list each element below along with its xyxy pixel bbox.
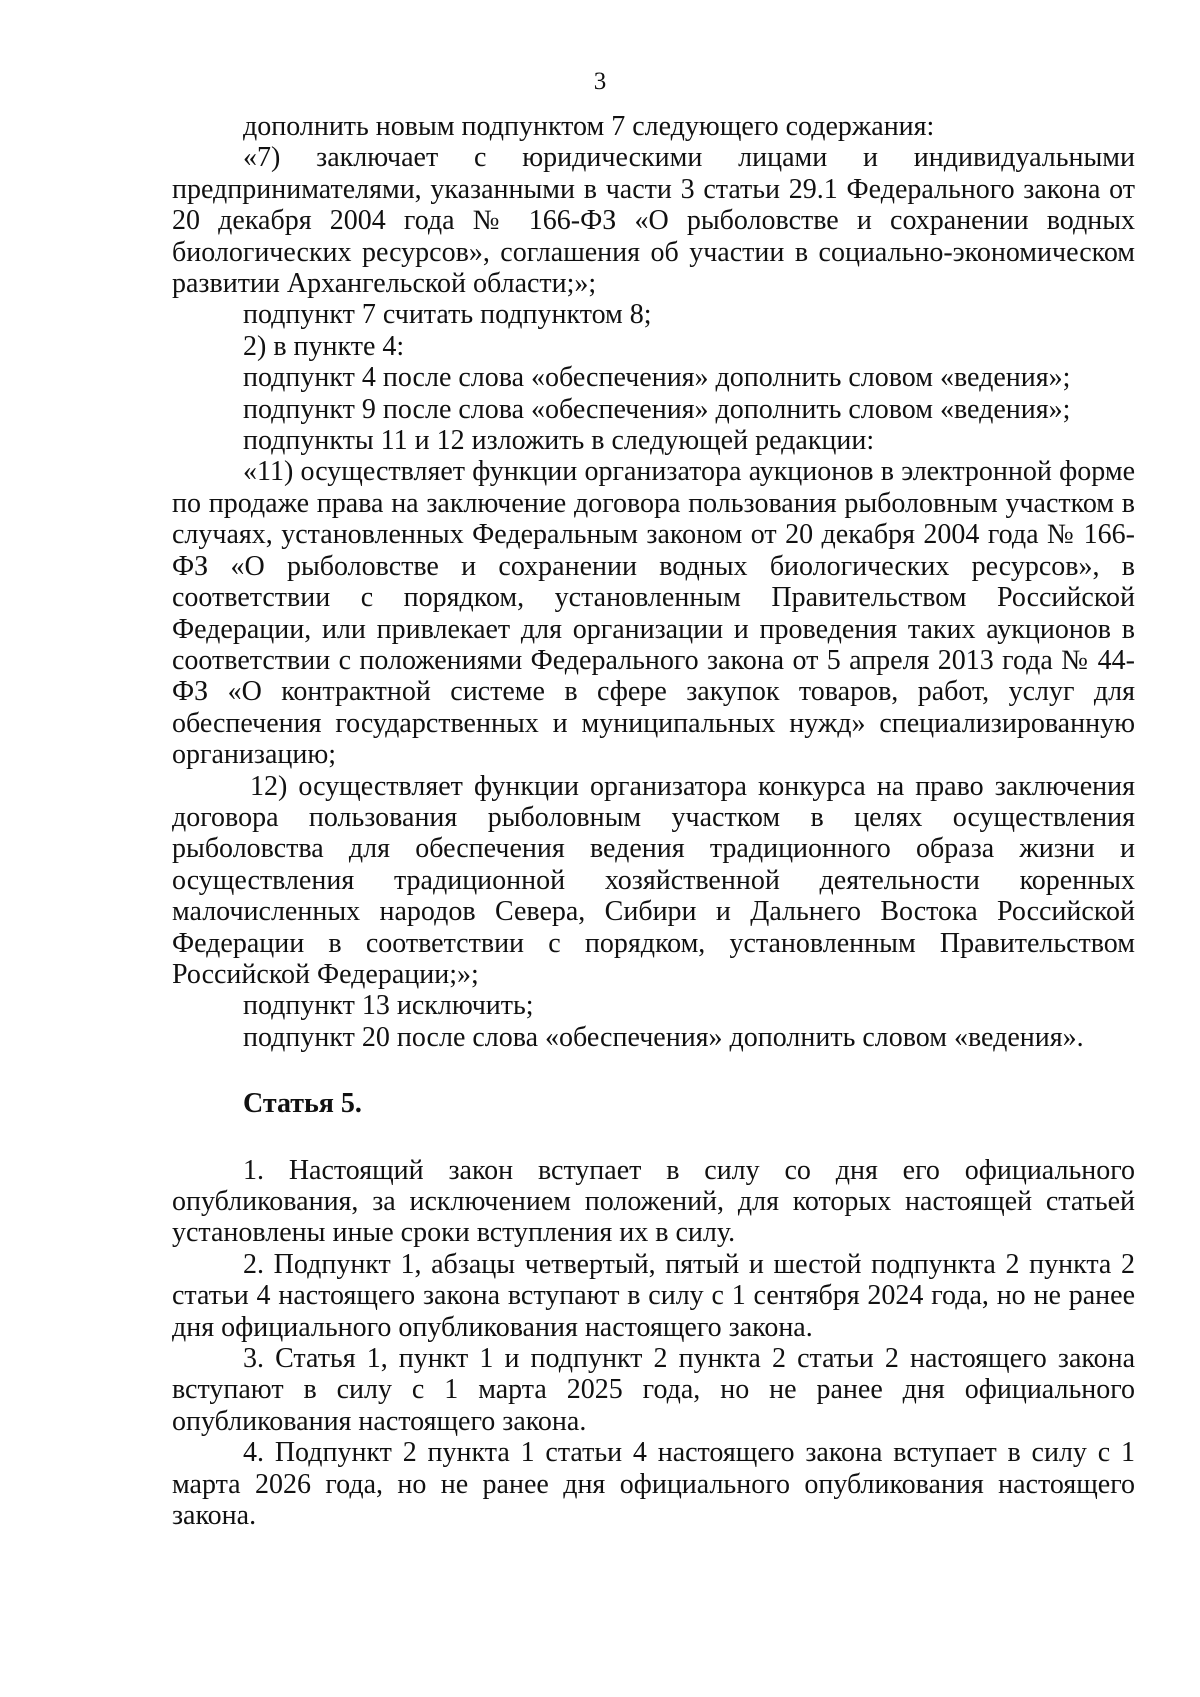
- paragraph: подпункт 20 после слова «обеспечения» дополнить словом «ведения».: [243, 1021, 1084, 1053]
- paragraph: 4. Подпункт 2 пункта 1 статьи 4 настоящего закона вступает в силу с 1 марта 2026 года, но не ранее дня официального опубликования настоящего закона.: [172, 1437, 1135, 1532]
- paragraph: 3. Статья 1, пункт 1 и подпункт 2 пункта 2 статьи 2 настоящего закона вступают в силу с 1 марта 2025 года, но не ранее дня официального опубликования настоящего закона.: [172, 1343, 1135, 1437]
- paragraph: подпункт 9 после слова «обеспечения» дополнить словом «ведения»;: [243, 393, 1071, 425]
- paragraph: подпункт 4 после слова «обеспечения» дополнить словом «ведения»;: [243, 362, 1071, 394]
- paragraph: 12) осуществляет функции организатора конкурса на право заключения договора пользования рыболовным участком в целях осуществления рыболовства для обеспечения ведения традиционного образа жизни и осуществления традиционной хозяйственной деятельности коренных малочисленных народов Севера, Сибири и Дальнего Востока Российской Федерации в соответствии с порядком, установленным Правительством Российской Федерации;»;: [172, 770, 1135, 990]
- paragraph: дополнить новым подпунктом 7 следующего содержания:: [243, 111, 935, 142]
- document-body: [172, 111, 1135, 1531]
- paragraph: 1. Настоящий закон вступает в силу со дня его официального опубликования, за исключением положений, для которых настоящей статьей установлены иные сроки вступления их в силу.: [172, 1154, 1135, 1249]
- paragraph: 2) в пункте 4:: [243, 330, 405, 362]
- paragraph: подпункт 13 исключить;: [243, 990, 534, 1022]
- paragraph: «7) заключает с юридическими лицами и индивидуальными предпринимателями, указанными в части 3 статьи 29.1 Федерального закона от 20 декабря 2004 года № 166-ФЗ «О рыболовстве и сохранении водных биологических ресурсов», соглашения об участии в социально-экономическом развитии Архангельской области;»;: [172, 142, 1135, 300]
- article-heading: Статья 5.: [243, 1088, 362, 1120]
- paragraph: подпункты 11 и 12 изложить в следующей редакции:: [243, 425, 875, 457]
- paragraph: подпункт 7 считать подпунктом 8;: [243, 299, 652, 331]
- paragraph: «11) осуществляет функции организатора аукционов в электронной форме по продаже права на заключение договора пользования рыболовным участком в случаях, установленных Федеральным законом от 20 декабря 2004 года № 166-ФЗ «О рыболовстве и сохранении водных биологических ресурсов», в соответствии с порядком, установленным Правительством Российской Федерации, или привлекает для организации и проведения таких аукционов в соответствии с положениями Федерального закона от 5 апреля 2013 года № 44-ФЗ «О контрактной системе в сфере закупок товаров, работ, услуг для обеспечения государственных и муниципальных нужд» специализированную организацию;: [172, 456, 1135, 771]
- page-number: 3: [593, 68, 607, 95]
- paragraph: 2. Подпункт 1, абзацы четвертый, пятый и шестой подпункта 2 пункта 2 статьи 4 настоящего закона вступают в силу с 1 сентября 2024 года, но не ранее дня официального опубликования настоящего закона.: [172, 1248, 1135, 1343]
